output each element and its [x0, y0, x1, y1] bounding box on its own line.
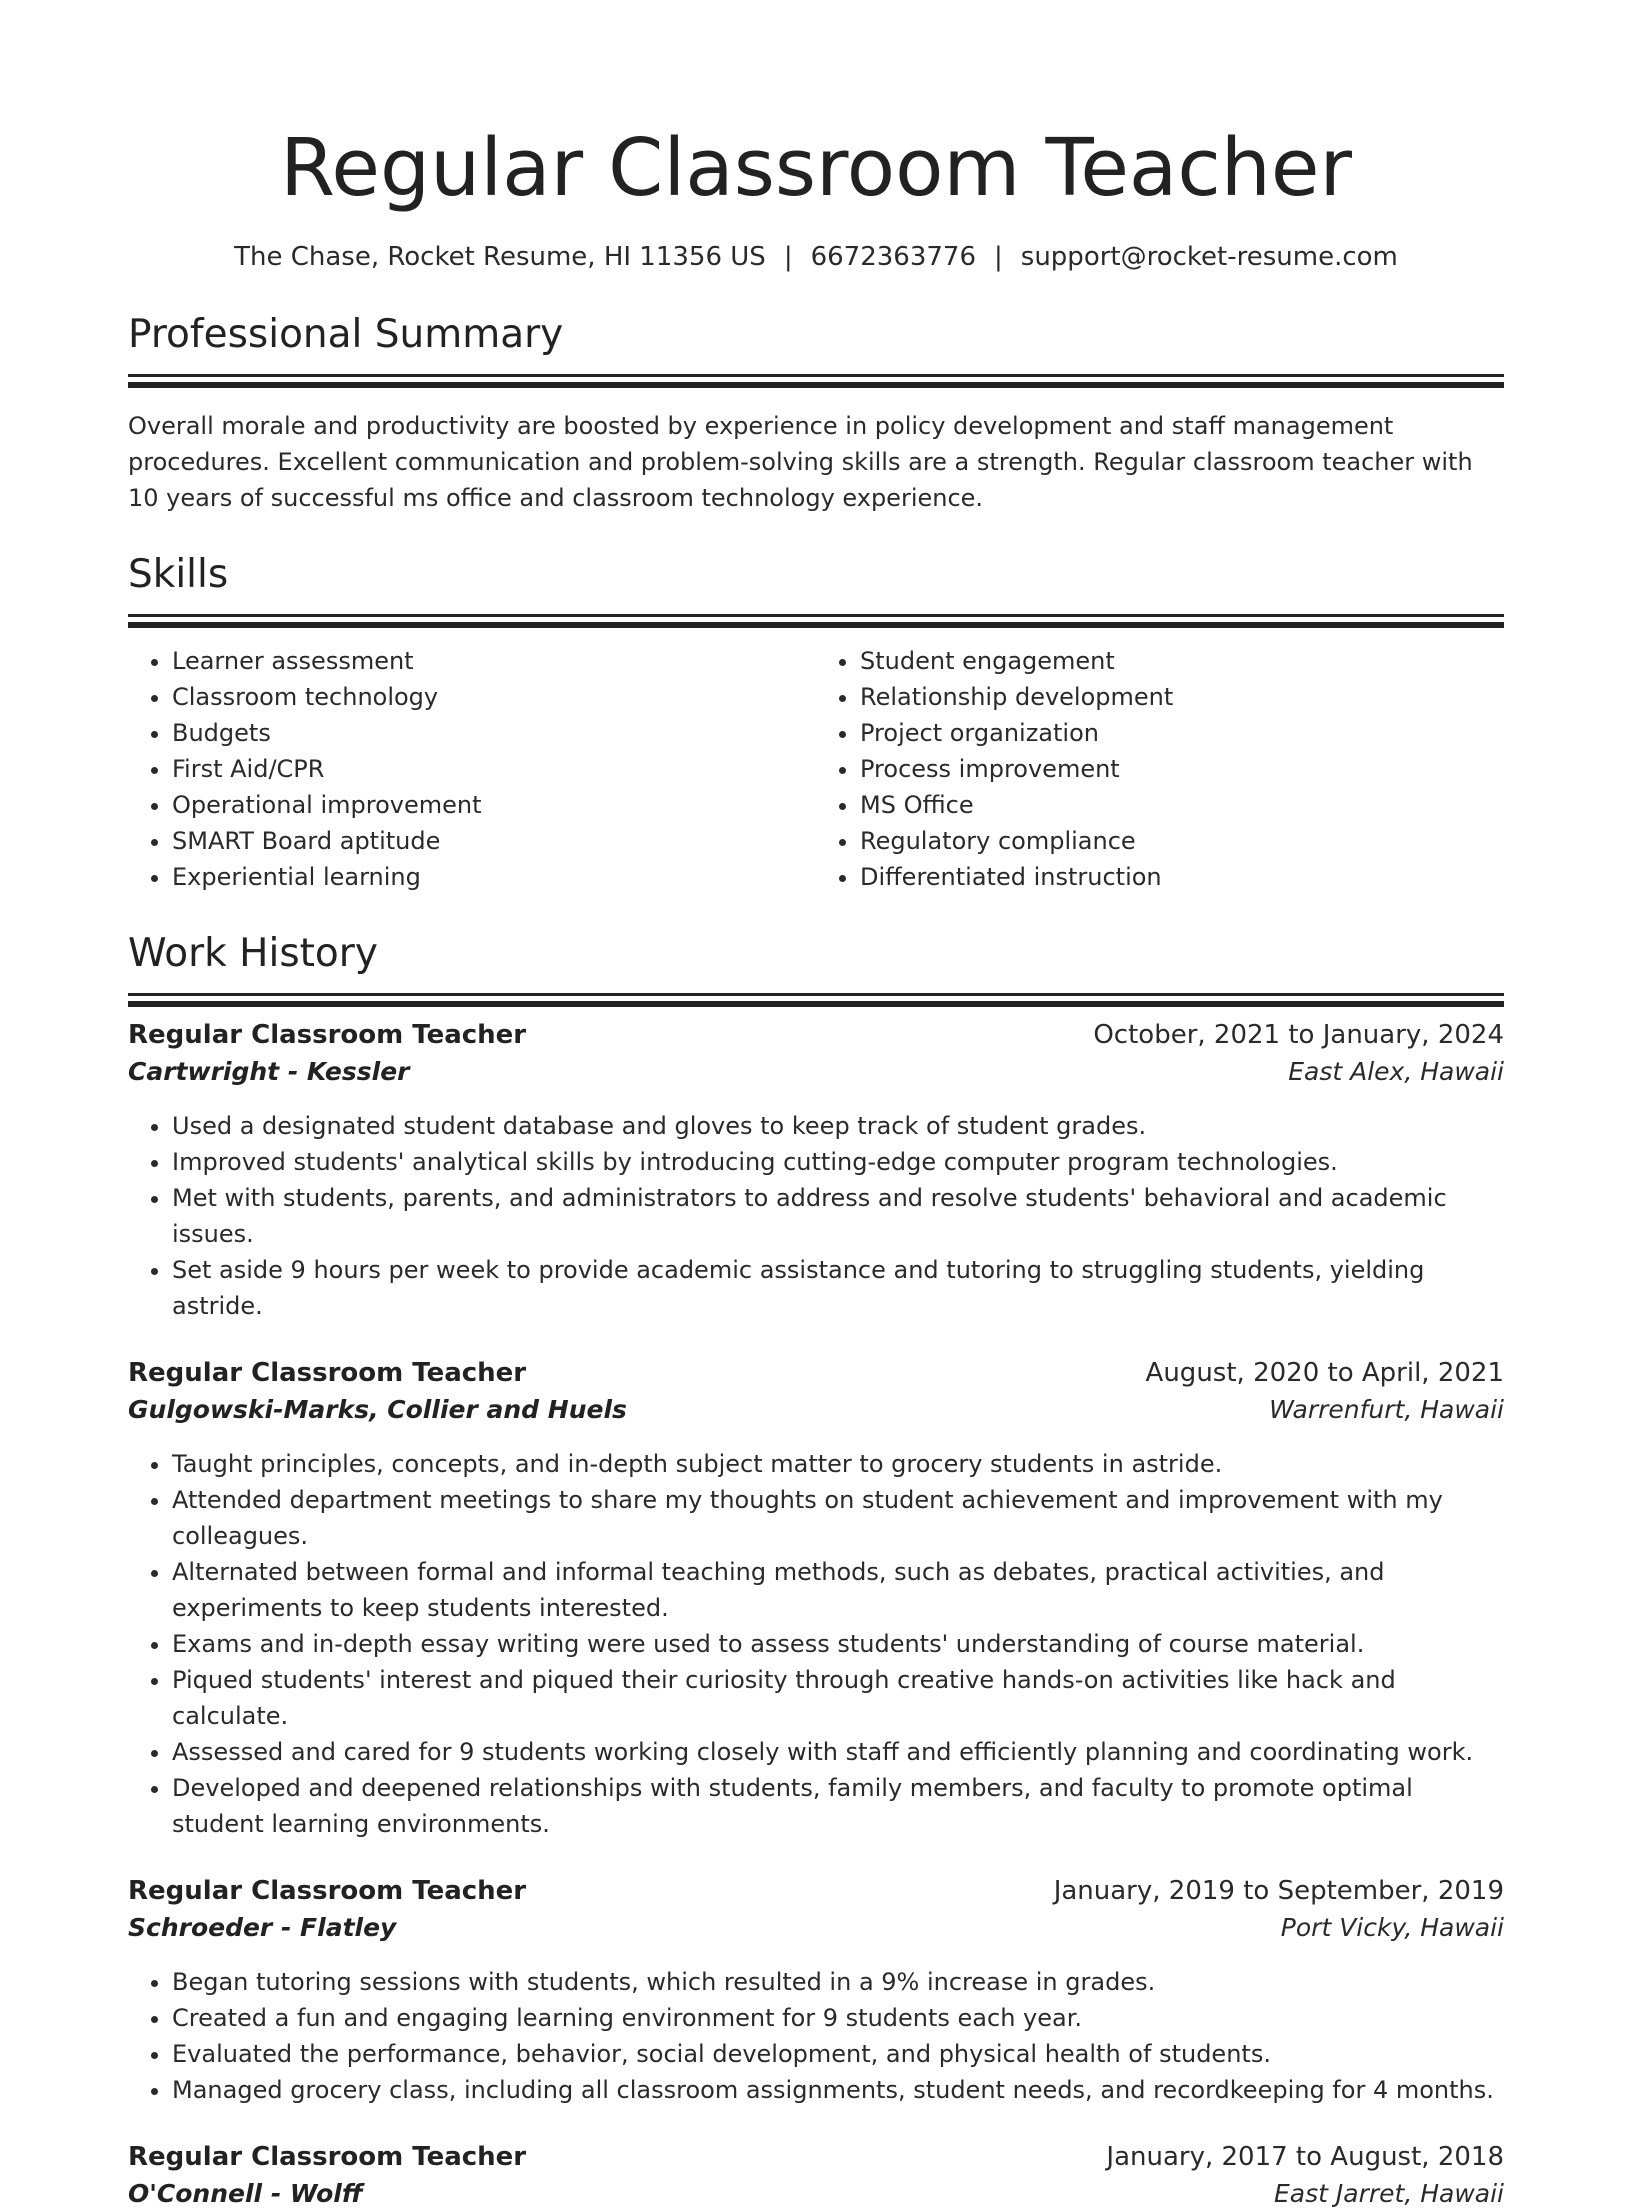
job-bullet: • Began tutoring sessions with students, which resulted in a 9% increase in grades. — [172, 1964, 1504, 2000]
job-header — [128, 2138, 1504, 2176]
skills-column-right — [816, 643, 1504, 895]
job-bullet: • Developed and deepened relationships with students, family members, and faculty to promote optimal student learning environments. — [172, 1770, 1504, 1842]
skill-item: • Budgets — [172, 715, 816, 751]
job-location: East Jarret, Hawaii — [1274, 2179, 1504, 2208]
job-bullet: • Used a designated student database and gloves to keep track of student grades. — [172, 1108, 1504, 1144]
job-bullet: • Taught principles, concepts, and in-depth subject matter to grocery students in astride. — [172, 1446, 1504, 1482]
job-header — [128, 1354, 1504, 1392]
job-company: O'Connell - Wolff — [128, 2179, 363, 2208]
contact-separator: | — [783, 242, 793, 272]
skills-column-left — [128, 643, 816, 895]
job-entry — [128, 1354, 1504, 1842]
skills-section — [128, 550, 1504, 895]
section-divider — [128, 374, 1504, 377]
job-bullet: • Improved students' analytical skills by introducing cutting-edge computer program technologies. — [172, 1144, 1504, 1180]
job-title: Regular Classroom Teacher — [128, 1876, 527, 1906]
job-bullets — [128, 1446, 1504, 1842]
work-history-section — [128, 929, 1504, 2212]
contact-email: support@rocket-resume.com — [1020, 242, 1398, 272]
job-bullet: • Alternated between formal and informal teaching methods, such as debates, practical activities, and experiments to keep students interested. — [172, 1554, 1504, 1626]
job-location: East Alex, Hawaii — [1288, 1057, 1504, 1086]
summary-heading: Professional Summary — [128, 312, 564, 357]
section-divider — [128, 614, 1504, 617]
resume-name: Regular Classroom Teacher — [280, 122, 1352, 214]
skill-item: • SMART Board aptitude — [172, 823, 816, 859]
job-bullet: • Exams and in-depth essay writing were used to assess students' understanding of course material. — [172, 1626, 1504, 1662]
skill-item: • Learner assessment — [172, 643, 816, 679]
job-entry — [128, 1016, 1504, 1324]
job-title: Regular Classroom Teacher — [128, 1358, 527, 1388]
job-location: Warrenfurt, Hawaii — [1269, 1395, 1504, 1424]
job-bullet: • Assessed and cared for 9 students working closely with staff and efficiently planning and coordinating work. — [172, 1734, 1504, 1770]
job-dates: January, 2017 to August, 2018 — [1106, 2142, 1504, 2172]
contact-line — [128, 240, 1504, 274]
job-bullet: • Created a fun and engaging learning environment for 9 students each year. — [172, 2000, 1504, 2036]
job-subheader — [128, 2176, 1504, 2212]
job-title: Regular Classroom Teacher — [128, 2142, 527, 2172]
skills-grid — [128, 643, 1504, 895]
job-entry — [128, 2138, 1504, 2212]
job-bullet: • Piqued students' interest and piqued their curiosity through creative hands-on activities like hack and calculate. — [172, 1662, 1504, 1734]
skill-item: • Classroom technology — [172, 679, 816, 715]
job-header — [128, 1872, 1504, 1910]
skill-item: • First Aid/CPR — [172, 751, 816, 787]
contact-phone: 6672363776 — [810, 242, 977, 272]
job-dates: October, 2021 to January, 2024 — [1093, 1020, 1504, 1050]
summary-text: Overall morale and productivity are boosted by experience in policy development and staff management procedures. Excellent communication and problem-solving skills are a strength. Regular classroom teacher with 10 years of successful ms office and classroom technology experience. — [128, 412, 1473, 512]
job-bullets — [128, 1108, 1504, 1324]
work-history-heading: Work History — [128, 931, 378, 976]
job-bullet: • Set aside 9 hours per week to provide academic assistance and tutoring to struggling students, yielding astride. — [172, 1252, 1504, 1324]
skill-item: • MS Office — [860, 787, 1504, 823]
skill-item: • Experiential learning — [172, 859, 816, 895]
skills-list-right — [816, 643, 1504, 895]
job-company: Schroeder - Flatley — [128, 1913, 397, 1942]
skill-item: • Relationship development — [860, 679, 1504, 715]
summary-section — [128, 310, 1504, 516]
skill-item: • Operational improvement — [172, 787, 816, 823]
skills-heading: Skills — [128, 552, 229, 597]
job-title: Regular Classroom Teacher — [128, 1020, 527, 1050]
job-company: Cartwright - Kessler — [128, 1057, 410, 1086]
job-bullet: • Attended department meetings to share my thoughts on student achievement and improvement with my colleagues. — [172, 1482, 1504, 1554]
job-location: Port Vicky, Hawaii — [1280, 1913, 1504, 1942]
skill-item: • Differentiated instruction — [860, 859, 1504, 895]
job-entry — [128, 1872, 1504, 2108]
job-header — [128, 1016, 1504, 1054]
job-dates: August, 2020 to April, 2021 — [1145, 1358, 1504, 1388]
job-bullet: • Met with students, parents, and administrators to address and resolve students' behavioral and academic issues. — [172, 1180, 1504, 1252]
contact-address: The Chase, Rocket Resume, HI 11356 US — [234, 242, 766, 272]
job-subheader — [128, 1054, 1504, 1090]
skill-item: • Regulatory compliance — [860, 823, 1504, 859]
skill-item: • Process improvement — [860, 751, 1504, 787]
job-bullet: • Managed grocery class, including all classroom assignments, student needs, and recordkeeping for 4 months. — [172, 2072, 1504, 2108]
job-bullets — [128, 1964, 1504, 2108]
skill-item: • Student engagement — [860, 643, 1504, 679]
job-company: Gulgowski-Marks, Collier and Huels — [128, 1395, 627, 1424]
skill-item: • Project organization — [860, 715, 1504, 751]
skills-list-left — [128, 643, 816, 895]
job-bullet: • Evaluated the performance, behavior, social development, and physical health of students. — [172, 2036, 1504, 2072]
job-subheader — [128, 1392, 1504, 1428]
contact-separator: | — [994, 242, 1003, 272]
job-dates: January, 2019 to September, 2019 — [1053, 1876, 1504, 1906]
job-subheader — [128, 1910, 1504, 1946]
section-divider — [128, 993, 1504, 996]
